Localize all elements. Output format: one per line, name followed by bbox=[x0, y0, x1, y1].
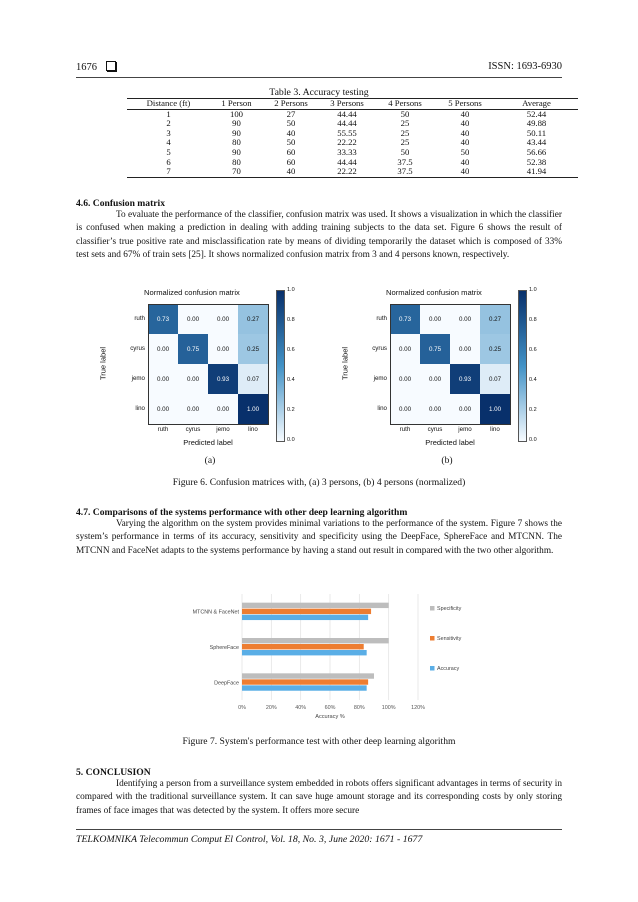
page-header-left bbox=[76, 61, 116, 73]
table-cell: 52.44 bbox=[526, 108, 547, 119]
cm-cell: 0.25 bbox=[480, 334, 510, 364]
table-cell: 43.44 bbox=[526, 137, 547, 148]
section-4-6-text: To evaluate the performance of the classifier, confusion matrix was used. It shows a visualization in which the classifier is confused when making a prediction in dealing with adding training subjects to the data set. Figure 6 shows the result of classifier’s true positive rate and misclassification rate by means of dividing temporarily the dataset which is composed of 33% test sets and 67% of train sets [25]. It shows normalized confusion matrix from 3 and 4 persons known, respectively. bbox=[76, 210, 562, 261]
x-tick-label: 60% bbox=[324, 705, 336, 711]
table-cell: 2 bbox=[166, 118, 171, 129]
table-cell: 27 bbox=[286, 108, 296, 119]
cm-x-tick: lino bbox=[490, 426, 500, 433]
table-cell: 25 bbox=[400, 118, 410, 129]
bar-sensitivity bbox=[242, 609, 371, 614]
page-number: 1676 bbox=[76, 62, 97, 73]
cm-cell: 0.27 bbox=[238, 304, 268, 334]
table-cell: 6 bbox=[166, 156, 171, 167]
cm-colorbar bbox=[276, 290, 285, 442]
accuracy-table bbox=[127, 98, 578, 178]
issn: ISSN: 1693-6930 bbox=[488, 61, 562, 72]
cm-x-axis-label: Predicted label bbox=[183, 438, 233, 447]
cm-cell: 0.73 bbox=[148, 304, 178, 334]
table-cell: 56.66 bbox=[526, 146, 547, 157]
square-icon bbox=[106, 61, 116, 71]
x-tick-label: 100% bbox=[381, 705, 396, 711]
cm-cell: 1.00 bbox=[238, 394, 268, 424]
table-cell: 40 bbox=[460, 127, 470, 138]
table-cell: 40 bbox=[460, 156, 470, 167]
cm-cell: 0.00 bbox=[178, 394, 208, 424]
table-cell: 40 bbox=[435, 167, 495, 177]
table-cell: 37.5 bbox=[375, 167, 435, 177]
cm-x-axis-label: Predicted label bbox=[425, 438, 475, 447]
bar-specificity bbox=[242, 638, 389, 643]
bar-specificity bbox=[242, 673, 374, 678]
cm-cell: 0.25 bbox=[238, 334, 268, 364]
table-cell: 100 bbox=[229, 108, 244, 119]
cm-cell: 0.73 bbox=[390, 304, 420, 334]
section-heading-4-7: 4.7. Comparisons of the systems performance with other deep learning algorithm bbox=[76, 507, 408, 518]
cm-colorbar-tick: 0.4 bbox=[529, 377, 537, 383]
cm-title: Normalized confusion matrix bbox=[386, 288, 482, 297]
table-header-cell: 3 Persons bbox=[319, 99, 375, 110]
cm-colorbar-tick: 1.0 bbox=[287, 287, 295, 293]
category-label: MTCNN & FaceNet bbox=[192, 609, 239, 616]
cm-colorbar bbox=[518, 290, 527, 442]
section-4-7-paragraph bbox=[76, 518, 562, 558]
table-cell: 90 bbox=[232, 146, 241, 157]
section-5-text: Identifying a person from a surveillance system embedded in robots offers significant advantages in terms of security in compared with the traditional surveillance system. It can save huge amount storage and its corresponding costs by only storing frames of face images that was detected by the system. It offers more secure bbox=[76, 779, 562, 816]
header-rule bbox=[76, 77, 562, 78]
cm-cell: 0.00 bbox=[390, 394, 420, 424]
cm-cell: 0.00 bbox=[450, 304, 480, 334]
table-cell: 50 bbox=[286, 137, 296, 148]
bar-chart-svg bbox=[178, 588, 478, 728]
table-header-cell: 4 Persons bbox=[375, 99, 435, 110]
table-header-cell: Distance (ft) bbox=[127, 99, 210, 110]
section-4-7-text: Varying the algorithm on the system provides minimal variations to the performance of the system. Figure 7 shows the system’s performance in terms of its accuracy, sensitivity and specificity using the DeepFace, SphereFace and MTCNN. The MTCNN and FaceNet adapts to the systems performance by having a stand out result in compared with the two other algorithm. bbox=[76, 519, 562, 556]
panel-label-b: (b) bbox=[441, 455, 453, 466]
cm-cell: 0.00 bbox=[148, 394, 178, 424]
legend-label: Specificity bbox=[437, 606, 462, 612]
table-cell: 25 bbox=[400, 137, 410, 148]
legend-swatch bbox=[430, 606, 435, 611]
cm-title: Normalized confusion matrix bbox=[144, 288, 240, 297]
cm-x-tick: cyrus bbox=[427, 426, 443, 433]
cm-colorbar-tick: 1.0 bbox=[529, 287, 537, 293]
table-cell: 60 bbox=[286, 146, 296, 157]
table-cell: 44.44 bbox=[337, 118, 357, 129]
confusion-matrix-b bbox=[342, 286, 552, 456]
cm-cell: 0.93 bbox=[208, 364, 238, 394]
section-heading-4-6: 4.6. Confusion matrix bbox=[76, 198, 166, 209]
table-row bbox=[127, 167, 578, 177]
figure-6-caption: Figure 6. Confusion matrices with, (a) 3 persons, (b) 4 persons (normalized) bbox=[172, 477, 466, 488]
x-tick-label: 80% bbox=[353, 705, 365, 711]
x-tick-label: 120% bbox=[411, 705, 425, 711]
cm-cell: 0.27 bbox=[480, 304, 510, 334]
bar-accuracy bbox=[242, 685, 367, 690]
cm-y-axis-label: True label bbox=[340, 346, 350, 381]
x-axis-label: Accuracy % bbox=[315, 714, 345, 720]
section-5-paragraph bbox=[76, 778, 562, 818]
table-cell: 40 bbox=[460, 118, 470, 129]
cm-x-tick: ruth bbox=[157, 426, 169, 433]
cm-cell: 0.00 bbox=[450, 394, 480, 424]
bar-sensitivity bbox=[242, 679, 368, 684]
table-cell: 50.11 bbox=[526, 127, 547, 138]
table-cell: 37.5 bbox=[397, 156, 413, 167]
table-header-cell: 1 Person bbox=[210, 99, 263, 110]
cm-cell: 1.00 bbox=[480, 394, 510, 424]
table-cell: 55.55 bbox=[337, 127, 357, 138]
cm-y-tick: ruth bbox=[134, 315, 145, 322]
table-cell: 40 bbox=[286, 127, 296, 138]
cm-colorbar-tick: 0.0 bbox=[287, 437, 295, 443]
table-cell: 7 bbox=[127, 167, 210, 177]
x-tick-label: 40% bbox=[295, 705, 307, 711]
cm-cell: 0.00 bbox=[148, 334, 178, 364]
cm-colorbar-tick: 0.4 bbox=[287, 377, 295, 383]
table-cell: 50 bbox=[460, 146, 470, 157]
cm-y-tick: jemo bbox=[131, 375, 145, 382]
figure-7-caption: Figure 7. System's performance test with other deep learning algorithm bbox=[182, 736, 456, 747]
table-cell: 80 bbox=[232, 156, 241, 167]
cm-cell: 0.00 bbox=[178, 304, 208, 334]
table-cell: 3 bbox=[166, 127, 171, 138]
table-header-cell: 5 Persons bbox=[435, 99, 495, 110]
cm-colorbar-tick: 0.0 bbox=[529, 437, 537, 443]
bar-sensitivity bbox=[242, 644, 364, 649]
cm-frame bbox=[390, 304, 511, 425]
cm-cell: 0.00 bbox=[420, 364, 450, 394]
cm-y-tick: cyrus bbox=[130, 345, 145, 352]
confusion-matrix-a bbox=[100, 286, 310, 456]
table-cell: 5 bbox=[166, 146, 171, 157]
table-cell: 70 bbox=[210, 167, 263, 177]
performance-chart bbox=[178, 588, 478, 728]
cm-cell: 0.00 bbox=[420, 394, 450, 424]
table-header-cell: 2 Persons bbox=[263, 99, 319, 110]
table-cell: 44.44 bbox=[337, 156, 357, 167]
bar-accuracy bbox=[242, 615, 368, 620]
cm-cell: 0.00 bbox=[390, 334, 420, 364]
cm-x-tick: lino bbox=[248, 426, 258, 433]
legend-label: Sensitivity bbox=[437, 636, 462, 642]
cm-colorbar-tick: 0.8 bbox=[287, 317, 295, 323]
cm-cell: 0.00 bbox=[208, 304, 238, 334]
table-cell: 50 bbox=[400, 146, 410, 157]
cm-y-tick: lino bbox=[377, 405, 387, 412]
cm-y-tick: lino bbox=[135, 405, 145, 412]
cm-colorbar-tick: 0.2 bbox=[287, 407, 295, 413]
table-cell: 90 bbox=[232, 118, 241, 129]
cm-y-axis-label: True label bbox=[98, 346, 108, 381]
table-cell: 50 bbox=[400, 108, 410, 119]
cm-cell: 0.07 bbox=[238, 364, 268, 394]
cm-y-tick: ruth bbox=[376, 315, 387, 322]
cm-x-tick: cyrus bbox=[185, 426, 201, 433]
table-header-cell: Average bbox=[495, 99, 578, 110]
footer-citation: TELKOMNIKA Telecommun Comput El Control, Vol. 18, No. 3, June 2020: 1671 - 1677 bbox=[76, 834, 423, 845]
table-cell: 25 bbox=[400, 127, 410, 138]
bar-accuracy bbox=[242, 650, 367, 655]
table-cell: 40 bbox=[263, 167, 319, 177]
bar-specificity bbox=[242, 603, 389, 608]
cm-cell: 0.00 bbox=[420, 304, 450, 334]
panel-label-a: (a) bbox=[204, 455, 216, 466]
cm-colorbar-tick: 0.6 bbox=[287, 347, 295, 353]
table-cell: 22.22 bbox=[337, 137, 357, 148]
cm-x-tick: jemo bbox=[216, 426, 230, 433]
x-tick-label: 0% bbox=[238, 705, 246, 711]
table-cell: 1 bbox=[166, 108, 171, 119]
cm-cell: 0.00 bbox=[208, 394, 238, 424]
table-cell: 33.33 bbox=[337, 146, 357, 157]
cm-cell: 0.00 bbox=[208, 334, 238, 364]
cm-x-tick: jemo bbox=[458, 426, 472, 433]
cm-cell: 0.75 bbox=[178, 334, 208, 364]
table-cell: 49.88 bbox=[526, 118, 547, 129]
legend-swatch bbox=[430, 666, 435, 671]
table-cell: 50 bbox=[286, 118, 296, 129]
section-heading-5: 5. CONCLUSION bbox=[76, 767, 151, 778]
cm-colorbar-tick: 0.6 bbox=[529, 347, 537, 353]
cm-cell: 0.93 bbox=[450, 364, 480, 394]
cm-y-tick: cyrus bbox=[372, 345, 387, 352]
cm-colorbar-tick: 0.8 bbox=[529, 317, 537, 323]
table-cell: 52.38 bbox=[526, 156, 547, 167]
table-caption: Table 3. Accuracy testing bbox=[269, 87, 369, 98]
x-tick-label: 20% bbox=[265, 705, 277, 711]
cm-cell: 0.00 bbox=[450, 334, 480, 364]
table-cell: 40 bbox=[460, 108, 470, 119]
accuracy-table-wrap bbox=[127, 98, 578, 178]
table-cell: 41.94 bbox=[495, 167, 578, 177]
table-cell: 22.22 bbox=[319, 167, 375, 177]
cm-cell: 0.07 bbox=[480, 364, 510, 394]
cm-x-tick: ruth bbox=[399, 426, 411, 433]
legend-label: Accuracy bbox=[437, 666, 460, 672]
cm-cell: 0.00 bbox=[390, 364, 420, 394]
cm-cell: 0.00 bbox=[148, 364, 178, 394]
cm-y-tick: jemo bbox=[373, 375, 387, 382]
section-4-6-paragraph bbox=[76, 209, 562, 263]
footer-rule bbox=[76, 829, 562, 830]
cm-cell: 0.75 bbox=[420, 334, 450, 364]
legend-swatch bbox=[430, 636, 435, 641]
table-cell: 90 bbox=[232, 127, 241, 138]
table-cell: 40 bbox=[460, 137, 470, 148]
table-cell: 80 bbox=[232, 137, 241, 148]
category-label: SphereFace bbox=[209, 645, 239, 651]
cm-colorbar-tick: 0.2 bbox=[529, 407, 537, 413]
table-cell: 4 bbox=[166, 137, 171, 148]
cm-frame bbox=[148, 304, 269, 425]
table-cell: 60 bbox=[286, 156, 296, 167]
cm-cell: 0.00 bbox=[178, 364, 208, 394]
table-cell: 44.44 bbox=[337, 108, 357, 119]
category-label: DeepFace bbox=[214, 680, 239, 687]
